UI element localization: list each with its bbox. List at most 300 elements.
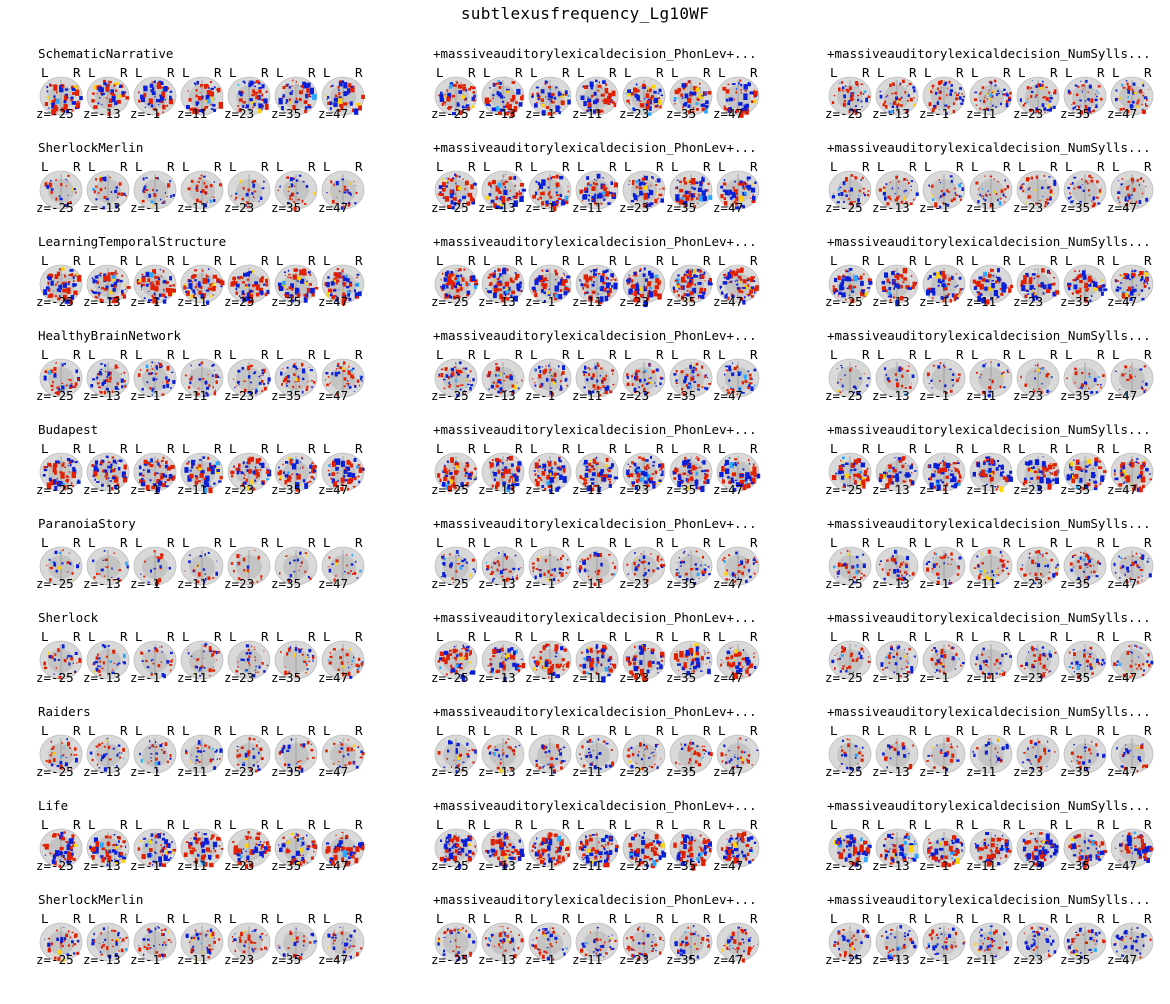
- slice-z-label: z=35: [1060, 200, 1091, 215]
- brain-slice: [273, 724, 317, 786]
- brain-slice: [921, 818, 965, 880]
- slice-z-label: z=-1: [919, 294, 950, 309]
- right-hemisphere-label: R: [609, 535, 617, 550]
- left-hemisphere-label: L: [483, 347, 491, 362]
- left-hemisphere-label: L: [229, 629, 237, 644]
- left-hemisphere-label: L: [483, 441, 491, 456]
- left-hemisphere-label: L: [88, 535, 96, 550]
- slice-z-label: z=23: [619, 388, 650, 403]
- slice-z-label: z=-13: [872, 576, 910, 591]
- left-hemisphere-label: L: [924, 535, 932, 550]
- brain-slice: [921, 536, 965, 598]
- brain-slice: [480, 818, 524, 880]
- brain-slice: [668, 66, 712, 128]
- slice-z-label: z=23: [1013, 858, 1044, 873]
- brain-slice: [968, 724, 1012, 786]
- left-hemisphere-label: L: [1018, 535, 1026, 550]
- panel-title: +massiveauditorylexicaldecision_PhonLev+...: [433, 704, 757, 719]
- left-hemisphere-label: L: [276, 441, 284, 456]
- right-hemisphere-label: R: [750, 535, 758, 550]
- right-hemisphere-label: R: [862, 65, 870, 80]
- slice-z-label: z=-13: [478, 200, 516, 215]
- right-hemisphere-label: R: [909, 629, 917, 644]
- right-hemisphere-label: R: [214, 817, 222, 832]
- right-hemisphere-label: R: [909, 347, 917, 362]
- slice-z-label: z=23: [224, 764, 255, 779]
- slice-z-label: z=11: [966, 388, 997, 403]
- right-hemisphere-label: R: [515, 911, 523, 926]
- brain-slice: [574, 254, 618, 316]
- brain-slice: [574, 536, 618, 598]
- brain-slice: [179, 912, 223, 974]
- brain-map-panel: [433, 892, 773, 978]
- brain-slice: [1015, 160, 1059, 222]
- left-hemisphere-label: L: [830, 911, 838, 926]
- slice-z-label: z=35: [1060, 482, 1091, 497]
- left-hemisphere-label: L: [135, 723, 143, 738]
- brain-slice: [1015, 630, 1059, 692]
- left-hemisphere-label: L: [971, 817, 979, 832]
- brain-map-panel: [433, 704, 773, 790]
- brain-map-panel: [827, 610, 1167, 696]
- right-hemisphere-label: R: [656, 535, 664, 550]
- slice-z-label: z=-25: [36, 388, 74, 403]
- slice-z-label: z=23: [224, 576, 255, 591]
- slice-z-label: z=11: [966, 482, 997, 497]
- slice-z-label: z=-25: [36, 200, 74, 215]
- brain-slice: [874, 442, 918, 504]
- right-hemisphere-label: R: [656, 159, 664, 174]
- slice-z-label: z=47: [1107, 106, 1138, 121]
- left-hemisphere-label: L: [323, 65, 331, 80]
- brain-slice: [1062, 66, 1106, 128]
- left-hemisphere-label: L: [483, 159, 491, 174]
- brain-slice: [668, 442, 712, 504]
- brain-slice: [1109, 818, 1153, 880]
- slice-z-label: z=47: [1107, 764, 1138, 779]
- brain-slice: [85, 630, 129, 692]
- left-hemisphere-label: L: [924, 629, 932, 644]
- left-hemisphere-label: L: [1065, 65, 1073, 80]
- panel-title: +massiveauditorylexicaldecision_PhonLev+...: [433, 328, 757, 343]
- right-hemisphere-label: R: [261, 817, 269, 832]
- brain-slice: [38, 818, 82, 880]
- left-hemisphere-label: L: [877, 817, 885, 832]
- slice-z-label: z=11: [966, 858, 997, 873]
- slice-z-label: z=47: [318, 952, 349, 967]
- right-hemisphere-label: R: [750, 629, 758, 644]
- left-hemisphere-label: L: [323, 441, 331, 456]
- slice-z-label: z=-1: [130, 576, 161, 591]
- right-hemisphere-label: R: [308, 723, 316, 738]
- brain-slice: [320, 818, 364, 880]
- left-hemisphere-label: L: [436, 65, 444, 80]
- right-hemisphere-label: R: [73, 817, 81, 832]
- slice-z-label: z=-25: [36, 576, 74, 591]
- left-hemisphere-label: L: [624, 347, 632, 362]
- slice-z-label: z=-13: [478, 294, 516, 309]
- left-hemisphere-label: L: [877, 253, 885, 268]
- right-hemisphere-label: R: [956, 253, 964, 268]
- right-hemisphere-label: R: [468, 911, 476, 926]
- left-hemisphere-label: L: [718, 253, 726, 268]
- brain-slice: [527, 348, 571, 410]
- slice-z-label: z=11: [966, 200, 997, 215]
- right-hemisphere-label: R: [515, 253, 523, 268]
- right-hemisphere-label: R: [308, 817, 316, 832]
- slice-z-label: z=11: [572, 482, 603, 497]
- right-hemisphere-label: R: [562, 253, 570, 268]
- slice-z-label: z=-25: [431, 482, 469, 497]
- left-hemisphere-label: L: [530, 65, 538, 80]
- slice-z-label: z=35: [271, 858, 302, 873]
- left-hemisphere-label: L: [924, 911, 932, 926]
- slice-z-label: z=-13: [83, 200, 121, 215]
- right-hemisphere-label: R: [355, 723, 363, 738]
- brain-slice: [968, 254, 1012, 316]
- left-hemisphere-label: L: [276, 159, 284, 174]
- brain-slice: [433, 348, 477, 410]
- left-hemisphere-label: L: [830, 535, 838, 550]
- brain-slice: [179, 536, 223, 598]
- right-hemisphere-label: R: [214, 441, 222, 456]
- brain-slice: [1062, 912, 1106, 974]
- slice-z-label: z=-25: [825, 670, 863, 685]
- slice-z-label: z=23: [619, 764, 650, 779]
- brain-slice: [715, 254, 759, 316]
- slice-z-label: z=-13: [83, 106, 121, 121]
- brain-slice: [1062, 348, 1106, 410]
- slice-z-label: z=47: [1107, 858, 1138, 873]
- left-hemisphere-label: L: [830, 65, 838, 80]
- right-hemisphere-label: R: [120, 159, 128, 174]
- right-hemisphere-label: R: [909, 911, 917, 926]
- right-hemisphere-label: R: [468, 817, 476, 832]
- right-hemisphere-label: R: [862, 817, 870, 832]
- right-hemisphere-label: R: [73, 629, 81, 644]
- left-hemisphere-label: L: [718, 723, 726, 738]
- brain-slice: [621, 724, 665, 786]
- slice-z-label: z=-13: [478, 952, 516, 967]
- slice-z-label: z=-25: [825, 294, 863, 309]
- brain-slice: [179, 724, 223, 786]
- right-hemisphere-label: R: [656, 347, 664, 362]
- left-hemisphere-label: L: [530, 159, 538, 174]
- right-hemisphere-label: R: [1003, 535, 1011, 550]
- panel-title: ParanoiaStory: [38, 516, 136, 531]
- left-hemisphere-label: L: [135, 535, 143, 550]
- right-hemisphere-label: R: [703, 723, 711, 738]
- right-hemisphere-label: R: [862, 159, 870, 174]
- left-hemisphere-label: L: [530, 817, 538, 832]
- right-hemisphere-label: R: [862, 911, 870, 926]
- brain-slice: [38, 348, 82, 410]
- slice-z-label: z=11: [177, 388, 208, 403]
- slice-z-label: z=23: [1013, 764, 1044, 779]
- left-hemisphere-label: L: [88, 347, 96, 362]
- right-hemisphere-label: R: [214, 65, 222, 80]
- left-hemisphere-label: L: [436, 911, 444, 926]
- brain-slice: [715, 66, 759, 128]
- brain-slice: [38, 254, 82, 316]
- brain-slice: [433, 442, 477, 504]
- slice-z-label: z=-13: [83, 764, 121, 779]
- slice-z-label: z=35: [271, 764, 302, 779]
- left-hemisphere-label: L: [41, 347, 49, 362]
- brain-slice: [968, 442, 1012, 504]
- left-hemisphere-label: L: [877, 347, 885, 362]
- slice-z-label: z=23: [1013, 482, 1044, 497]
- brain-slice: [968, 160, 1012, 222]
- right-hemisphere-label: R: [862, 535, 870, 550]
- left-hemisphere-label: L: [182, 253, 190, 268]
- left-hemisphere-label: L: [718, 817, 726, 832]
- left-hemisphere-label: L: [971, 347, 979, 362]
- right-hemisphere-label: R: [609, 253, 617, 268]
- right-hemisphere-label: R: [308, 629, 316, 644]
- left-hemisphere-label: L: [276, 253, 284, 268]
- left-hemisphere-label: L: [971, 253, 979, 268]
- right-hemisphere-label: R: [1097, 441, 1105, 456]
- right-hemisphere-label: R: [120, 535, 128, 550]
- brain-slice: [874, 160, 918, 222]
- slice-z-label: z=23: [1013, 670, 1044, 685]
- right-hemisphere-label: R: [1097, 253, 1105, 268]
- brain-map-panel: [38, 704, 378, 790]
- brain-slice: [921, 912, 965, 974]
- slice-z-label: z=11: [177, 106, 208, 121]
- brain-slice: [827, 818, 871, 880]
- right-hemisphere-label: R: [703, 441, 711, 456]
- brain-slice: [273, 348, 317, 410]
- brain-slice: [226, 724, 270, 786]
- slice-z-label: z=-13: [872, 670, 910, 685]
- slice-z-label: z=-1: [919, 482, 950, 497]
- slice-z-label: z=35: [1060, 294, 1091, 309]
- brain-slice: [621, 818, 665, 880]
- slice-z-label: z=-25: [431, 952, 469, 967]
- left-hemisphere-label: L: [830, 347, 838, 362]
- left-hemisphere-label: L: [182, 535, 190, 550]
- slice-z-label: z=47: [318, 482, 349, 497]
- brain-slice: [1015, 348, 1059, 410]
- brain-slice: [1062, 630, 1106, 692]
- slice-z-label: z=-25: [36, 764, 74, 779]
- right-hemisphere-label: R: [167, 347, 175, 362]
- right-hemisphere-label: R: [562, 817, 570, 832]
- brain-slice: [179, 254, 223, 316]
- brain-slice: [433, 160, 477, 222]
- panel-title: +massiveauditorylexicaldecision_NumSylls...: [827, 610, 1151, 625]
- right-hemisphere-label: R: [73, 441, 81, 456]
- left-hemisphere-label: L: [830, 723, 838, 738]
- right-hemisphere-label: R: [1097, 629, 1105, 644]
- brain-slice: [527, 536, 571, 598]
- right-hemisphere-label: R: [703, 535, 711, 550]
- left-hemisphere-label: L: [88, 253, 96, 268]
- left-hemisphere-label: L: [436, 817, 444, 832]
- right-hemisphere-label: R: [73, 347, 81, 362]
- slice-z-label: z=11: [177, 576, 208, 591]
- brain-slice: [273, 66, 317, 128]
- slice-z-label: z=-13: [478, 576, 516, 591]
- right-hemisphere-label: R: [214, 347, 222, 362]
- left-hemisphere-label: L: [1018, 911, 1026, 926]
- brain-slice: [132, 160, 176, 222]
- left-hemisphere-label: L: [718, 441, 726, 456]
- right-hemisphere-label: R: [909, 65, 917, 80]
- brain-slice: [433, 630, 477, 692]
- brain-slice: [1109, 442, 1153, 504]
- brain-slice: [226, 442, 270, 504]
- brain-slice: [668, 724, 712, 786]
- left-hemisphere-label: L: [624, 253, 632, 268]
- slice-z-label: z=23: [224, 294, 255, 309]
- slice-z-label: z=23: [619, 200, 650, 215]
- slice-z-label: z=11: [966, 764, 997, 779]
- slice-z-label: z=-1: [525, 200, 556, 215]
- brain-slice: [621, 66, 665, 128]
- slice-z-label: z=11: [572, 294, 603, 309]
- slice-z-label: z=23: [1013, 388, 1044, 403]
- right-hemisphere-label: R: [956, 817, 964, 832]
- right-hemisphere-label: R: [120, 723, 128, 738]
- left-hemisphere-label: L: [577, 347, 585, 362]
- right-hemisphere-label: R: [703, 65, 711, 80]
- brain-slice: [273, 536, 317, 598]
- right-hemisphere-label: R: [468, 159, 476, 174]
- left-hemisphere-label: L: [323, 253, 331, 268]
- slice-z-label: z=35: [271, 670, 302, 685]
- slice-z-label: z=11: [966, 670, 997, 685]
- right-hemisphere-label: R: [1050, 629, 1058, 644]
- left-hemisphere-label: L: [182, 723, 190, 738]
- brain-slice: [273, 912, 317, 974]
- left-hemisphere-label: L: [530, 441, 538, 456]
- brain-slice: [715, 442, 759, 504]
- slice-z-label: z=11: [177, 858, 208, 873]
- slice-z-label: z=-25: [431, 200, 469, 215]
- slice-z-label: z=11: [572, 106, 603, 121]
- brain-slice: [1062, 724, 1106, 786]
- slice-z-label: z=11: [966, 952, 997, 967]
- brain-slice: [132, 536, 176, 598]
- left-hemisphere-label: L: [924, 347, 932, 362]
- slice-z-label: z=47: [1107, 576, 1138, 591]
- slice-z-label: z=-13: [872, 200, 910, 215]
- brain-slice: [179, 160, 223, 222]
- brain-slice: [480, 348, 524, 410]
- brain-slice: [668, 630, 712, 692]
- left-hemisphere-label: L: [436, 535, 444, 550]
- brain-slice: [38, 160, 82, 222]
- brain-slice: [38, 912, 82, 974]
- brain-slice: [273, 818, 317, 880]
- brain-slice: [132, 66, 176, 128]
- slice-z-label: z=47: [318, 764, 349, 779]
- left-hemisphere-label: L: [135, 65, 143, 80]
- brain-slice: [273, 160, 317, 222]
- panel-title: +massiveauditorylexicaldecision_PhonLev+...: [433, 892, 757, 907]
- slice-z-label: z=-1: [525, 106, 556, 121]
- slice-z-label: z=47: [713, 952, 744, 967]
- panel-title: +massiveauditorylexicaldecision_NumSylls...: [827, 704, 1151, 719]
- left-hemisphere-label: L: [41, 817, 49, 832]
- left-hemisphere-label: L: [1112, 535, 1120, 550]
- slice-z-label: z=23: [1013, 952, 1044, 967]
- brain-slice: [574, 442, 618, 504]
- brain-slice: [968, 348, 1012, 410]
- slice-z-label: z=23: [224, 388, 255, 403]
- brain-slice: [179, 66, 223, 128]
- left-hemisphere-label: L: [182, 65, 190, 80]
- slice-z-label: z=47: [318, 388, 349, 403]
- left-hemisphere-label: L: [323, 817, 331, 832]
- brain-map-panel: [433, 610, 773, 696]
- slice-z-label: z=-13: [872, 858, 910, 873]
- brain-slice: [85, 348, 129, 410]
- slice-z-label: z=-1: [525, 670, 556, 685]
- slice-z-label: z=-13: [83, 858, 121, 873]
- left-hemisphere-label: L: [88, 911, 96, 926]
- slice-z-label: z=23: [224, 952, 255, 967]
- panel-title: HealthyBrainNetwork: [38, 328, 181, 343]
- slice-z-label: z=47: [713, 482, 744, 497]
- slice-z-label: z=11: [572, 200, 603, 215]
- brain-slice: [968, 536, 1012, 598]
- slice-z-label: z=-13: [478, 764, 516, 779]
- left-hemisphere-label: L: [671, 817, 679, 832]
- right-hemisphere-label: R: [656, 441, 664, 456]
- brain-slice: [132, 442, 176, 504]
- brain-slice: [668, 912, 712, 974]
- left-hemisphere-label: L: [483, 629, 491, 644]
- right-hemisphere-label: R: [355, 253, 363, 268]
- left-hemisphere-label: L: [1065, 347, 1073, 362]
- slice-z-label: z=11: [177, 294, 208, 309]
- left-hemisphere-label: L: [276, 65, 284, 80]
- brain-map-panel: [38, 328, 378, 414]
- right-hemisphere-label: R: [167, 817, 175, 832]
- brain-slice: [827, 630, 871, 692]
- left-hemisphere-label: L: [718, 347, 726, 362]
- right-hemisphere-label: R: [1097, 817, 1105, 832]
- slice-z-label: z=23: [1013, 106, 1044, 121]
- slice-z-label: z=23: [619, 482, 650, 497]
- left-hemisphere-label: L: [88, 65, 96, 80]
- left-hemisphere-label: L: [1018, 65, 1026, 80]
- panel-title: +massiveauditorylexicaldecision_NumSylls...: [827, 140, 1151, 155]
- slice-z-label: z=11: [177, 482, 208, 497]
- right-hemisphere-label: R: [656, 253, 664, 268]
- panel-title: +massiveauditorylexicaldecision_NumSylls...: [827, 798, 1151, 813]
- left-hemisphere-label: L: [1065, 535, 1073, 550]
- brain-slice: [1062, 442, 1106, 504]
- right-hemisphere-label: R: [1144, 347, 1152, 362]
- left-hemisphere-label: L: [1112, 253, 1120, 268]
- left-hemisphere-label: L: [971, 723, 979, 738]
- right-hemisphere-label: R: [120, 253, 128, 268]
- panel-title: +massiveauditorylexicaldecision_PhonLev+...: [433, 516, 757, 531]
- left-hemisphere-label: L: [971, 159, 979, 174]
- right-hemisphere-label: R: [1003, 723, 1011, 738]
- brain-slice: [921, 724, 965, 786]
- brain-slice: [320, 536, 364, 598]
- left-hemisphere-label: L: [229, 253, 237, 268]
- slice-z-label: z=-1: [525, 952, 556, 967]
- brain-slice: [874, 348, 918, 410]
- right-hemisphere-label: R: [214, 535, 222, 550]
